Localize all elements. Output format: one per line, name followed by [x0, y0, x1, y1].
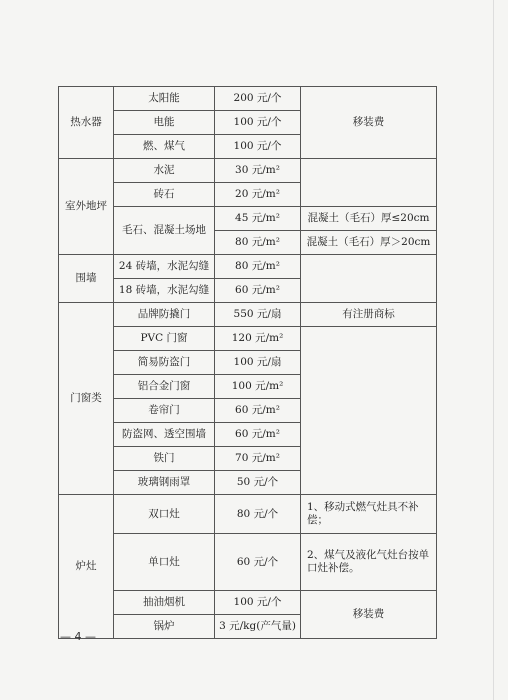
- item-cell: 玻璃钢雨罩: [114, 471, 215, 495]
- item-cell: 品牌防撬门: [114, 303, 215, 327]
- item-cell: 双口灶: [114, 495, 215, 534]
- note-cell: 1、移动式燃气灶具不补偿；: [301, 495, 437, 534]
- price-cell: 550 元/扇: [215, 303, 301, 327]
- table-row: [59, 495, 437, 534]
- note-cell: 2、煤气及液化气灶台按单口灶补偿。: [301, 534, 437, 591]
- item-cell: 24 砖墙，水泥勾缝: [114, 255, 215, 279]
- item-cell: 18 砖墙，水泥勾缝: [114, 279, 215, 303]
- note-cell: 移装费: [301, 87, 437, 159]
- item-cell: 电能: [114, 111, 215, 135]
- table-row: [59, 591, 437, 615]
- price-cell: 200 元/个: [215, 87, 301, 111]
- price-cell: 100 元/个: [215, 111, 301, 135]
- price-cell: 80 元/个: [215, 495, 301, 534]
- category-cell: 门窗类: [59, 303, 114, 495]
- item-cell: 铁门: [114, 447, 215, 471]
- item-cell: 毛石、混凝土场地: [114, 207, 215, 255]
- note-cell: 混凝土（毛石）厚≤20cm: [301, 207, 437, 231]
- price-cell: 20 元/m²: [215, 183, 301, 207]
- note-cell: [301, 159, 437, 207]
- item-cell: 太阳能: [114, 87, 215, 111]
- item-cell: 抽油烟机: [114, 591, 215, 615]
- page-number: — 4 —: [60, 630, 96, 643]
- price-cell: 60 元/m²: [215, 423, 301, 447]
- category-cell: 热水器: [59, 87, 114, 159]
- price-cell: 60 元/m²: [215, 279, 301, 303]
- price-cell: 80 元/m²: [215, 231, 301, 255]
- price-cell: 45 元/m²: [215, 207, 301, 231]
- category-cell: 炉灶: [59, 495, 114, 639]
- table-row: [59, 534, 437, 591]
- note-cell: [301, 327, 437, 495]
- table-row: [59, 255, 437, 279]
- item-cell: 铝合金门窗: [114, 375, 215, 399]
- compensation-fee-table: [58, 86, 437, 639]
- price-cell: 100 元/扇: [215, 351, 301, 375]
- note-cell: 移装费: [301, 591, 437, 639]
- price-cell: 100 元/个: [215, 135, 301, 159]
- price-cell: 120 元/m²: [215, 327, 301, 351]
- category-cell: 室外地坪: [59, 159, 114, 255]
- note-cell: 有注册商标: [301, 303, 437, 327]
- price-cell: 100 元/m²: [215, 375, 301, 399]
- note-cell: 混凝土（毛石）厚＞20cm: [301, 231, 437, 255]
- item-cell: 简易防盗门: [114, 351, 215, 375]
- table-row: [59, 303, 437, 327]
- item-cell: 燃、煤气: [114, 135, 215, 159]
- item-cell: 水泥: [114, 159, 215, 183]
- item-cell: 砖石: [114, 183, 215, 207]
- price-cell: 60 元/m²: [215, 399, 301, 423]
- price-cell: 3 元/kg(产气量): [215, 615, 301, 639]
- item-cell: 卷帘门: [114, 399, 215, 423]
- item-cell: 防盗网、透空围墙: [114, 423, 215, 447]
- item-cell: 单口灶: [114, 534, 215, 591]
- price-cell: 30 元/m²: [215, 159, 301, 183]
- price-cell: 100 元/个: [215, 591, 301, 615]
- table-row: [59, 87, 437, 111]
- item-cell: 锅炉: [114, 615, 215, 639]
- item-cell: PVC 门窗: [114, 327, 215, 351]
- category-cell: 围墙: [59, 255, 114, 303]
- table-row: [59, 207, 437, 231]
- price-cell: 60 元/个: [215, 534, 301, 591]
- table-row: [59, 327, 437, 351]
- price-cell: 80 元/m²: [215, 255, 301, 279]
- table-row: [59, 159, 437, 183]
- price-cell: 50 元/个: [215, 471, 301, 495]
- note-cell: [301, 255, 437, 303]
- page-edge-line: [493, 0, 494, 700]
- price-cell: 70 元/m²: [215, 447, 301, 471]
